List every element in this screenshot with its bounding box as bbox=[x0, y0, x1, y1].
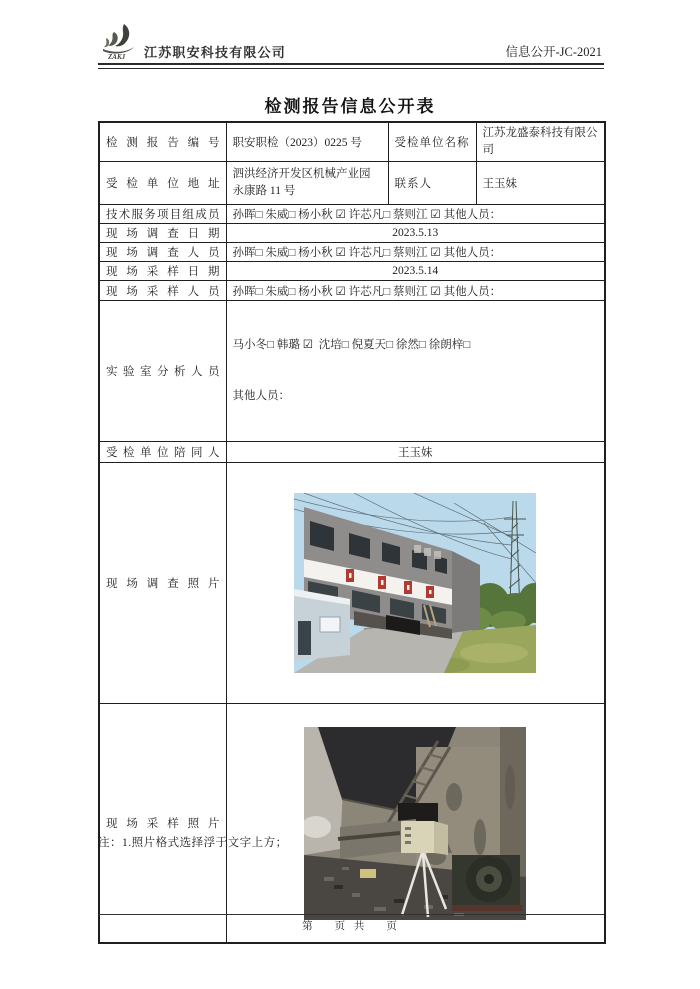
survey-staff-label: 现场调查人员 bbox=[99, 243, 226, 262]
team-value: 孙晖□ 朱威□ 杨小秋 ☑ 许芯凡□ 蔡则江 ☑ 其他人员： bbox=[226, 205, 605, 224]
contact-label: 联系人 bbox=[388, 162, 476, 205]
survey-staff-value: 孙晖□ 朱威□ 杨小秋 ☑ 许芯凡□ 蔡则江 ☑ 其他人员： bbox=[226, 243, 605, 262]
sampling-date-label: 现场采样日期 bbox=[99, 262, 226, 281]
unit-addr-value: 泗洪经济开发区机械产业园永康路 11 号 bbox=[226, 162, 388, 205]
yellow-debris bbox=[360, 869, 376, 878]
grass-patch bbox=[460, 643, 528, 663]
company-logo bbox=[100, 22, 144, 62]
footer-page-number: 第 页 共 页 bbox=[302, 921, 400, 932]
contact-value: 王玉妹 bbox=[476, 162, 605, 205]
sampling-photo-cell bbox=[226, 704, 605, 944]
machine-base bbox=[452, 905, 522, 911]
doc-code: 信息公开-JC-2021 bbox=[505, 45, 602, 59]
unit-addr-label: 受检单位地址 bbox=[99, 162, 226, 205]
fan-hub bbox=[484, 874, 494, 884]
sampling-staff-label: 现场采样人员 bbox=[99, 281, 226, 301]
row-sampling-staff bbox=[99, 281, 605, 301]
escort-value: 王玉妹 bbox=[226, 442, 605, 463]
row-escort bbox=[99, 442, 605, 463]
survey-photo-cell bbox=[226, 463, 605, 704]
lab-staff-line2: 其他人员： bbox=[232, 390, 290, 403]
survey-date-label: 现场调查日期 bbox=[99, 224, 226, 243]
survey-date-value: 2023.5.13 bbox=[226, 224, 605, 243]
note: 注：1.照片格式选择浮于文字上方； bbox=[98, 837, 288, 849]
footer-divider bbox=[98, 914, 604, 915]
shed-window bbox=[320, 617, 340, 632]
row-sampling-date bbox=[99, 262, 605, 281]
report-no-value: 职安职检（2023）0225 号 bbox=[226, 122, 388, 162]
header-divider-thick bbox=[98, 63, 604, 65]
unit-name-label: 受检单位名称 bbox=[388, 122, 476, 162]
lab-staff-value bbox=[226, 301, 605, 442]
row-sampling-photo bbox=[99, 704, 605, 944]
team-label: 技术服务项目组成员 bbox=[99, 205, 226, 224]
header-divider-thin bbox=[98, 68, 604, 69]
lab-staff-line1: 马小冬□ 韩璐 ☑ 沈培□ 倪夏天□ 徐然□ 徐朗梓□ bbox=[232, 338, 471, 351]
row-survey-photo bbox=[99, 463, 605, 704]
row-survey-date bbox=[99, 224, 605, 243]
site-sampling-photo bbox=[304, 727, 526, 920]
row-report-no bbox=[99, 122, 605, 162]
escort-label: 受检单位陪同人 bbox=[99, 442, 226, 463]
sampling-date-value: 2023.5.14 bbox=[226, 262, 605, 281]
row-survey-staff bbox=[99, 243, 605, 262]
sampling-photo-label: 现场采样照片 bbox=[99, 704, 226, 944]
company-name: 江苏职安科技有限公司 bbox=[144, 45, 287, 60]
shed-door bbox=[298, 621, 311, 655]
lab-staff-label: 实验室分析人员 bbox=[99, 301, 226, 442]
site-survey-photo bbox=[294, 493, 536, 673]
row-lab-staff bbox=[99, 301, 605, 442]
logo-text: ZAKJ bbox=[108, 53, 126, 61]
page-header bbox=[98, 22, 604, 64]
sampling-staff-value: 孙晖□ 朱威□ 杨小秋 ☑ 许芯凡□ 蔡则江 ☑ 其他人员： bbox=[226, 281, 605, 301]
disclosure-table bbox=[98, 121, 606, 944]
unit-name-value: 江苏龙盛泰科技有限公司 bbox=[476, 122, 605, 162]
report-no-label: 检测报告编号 bbox=[99, 122, 226, 162]
row-unit-addr bbox=[99, 162, 605, 205]
row-team bbox=[99, 205, 605, 224]
survey-photo-label: 现场调查照片 bbox=[99, 463, 226, 704]
page-title: 检测报告信息公开表 bbox=[264, 97, 436, 116]
building-side bbox=[452, 551, 480, 633]
